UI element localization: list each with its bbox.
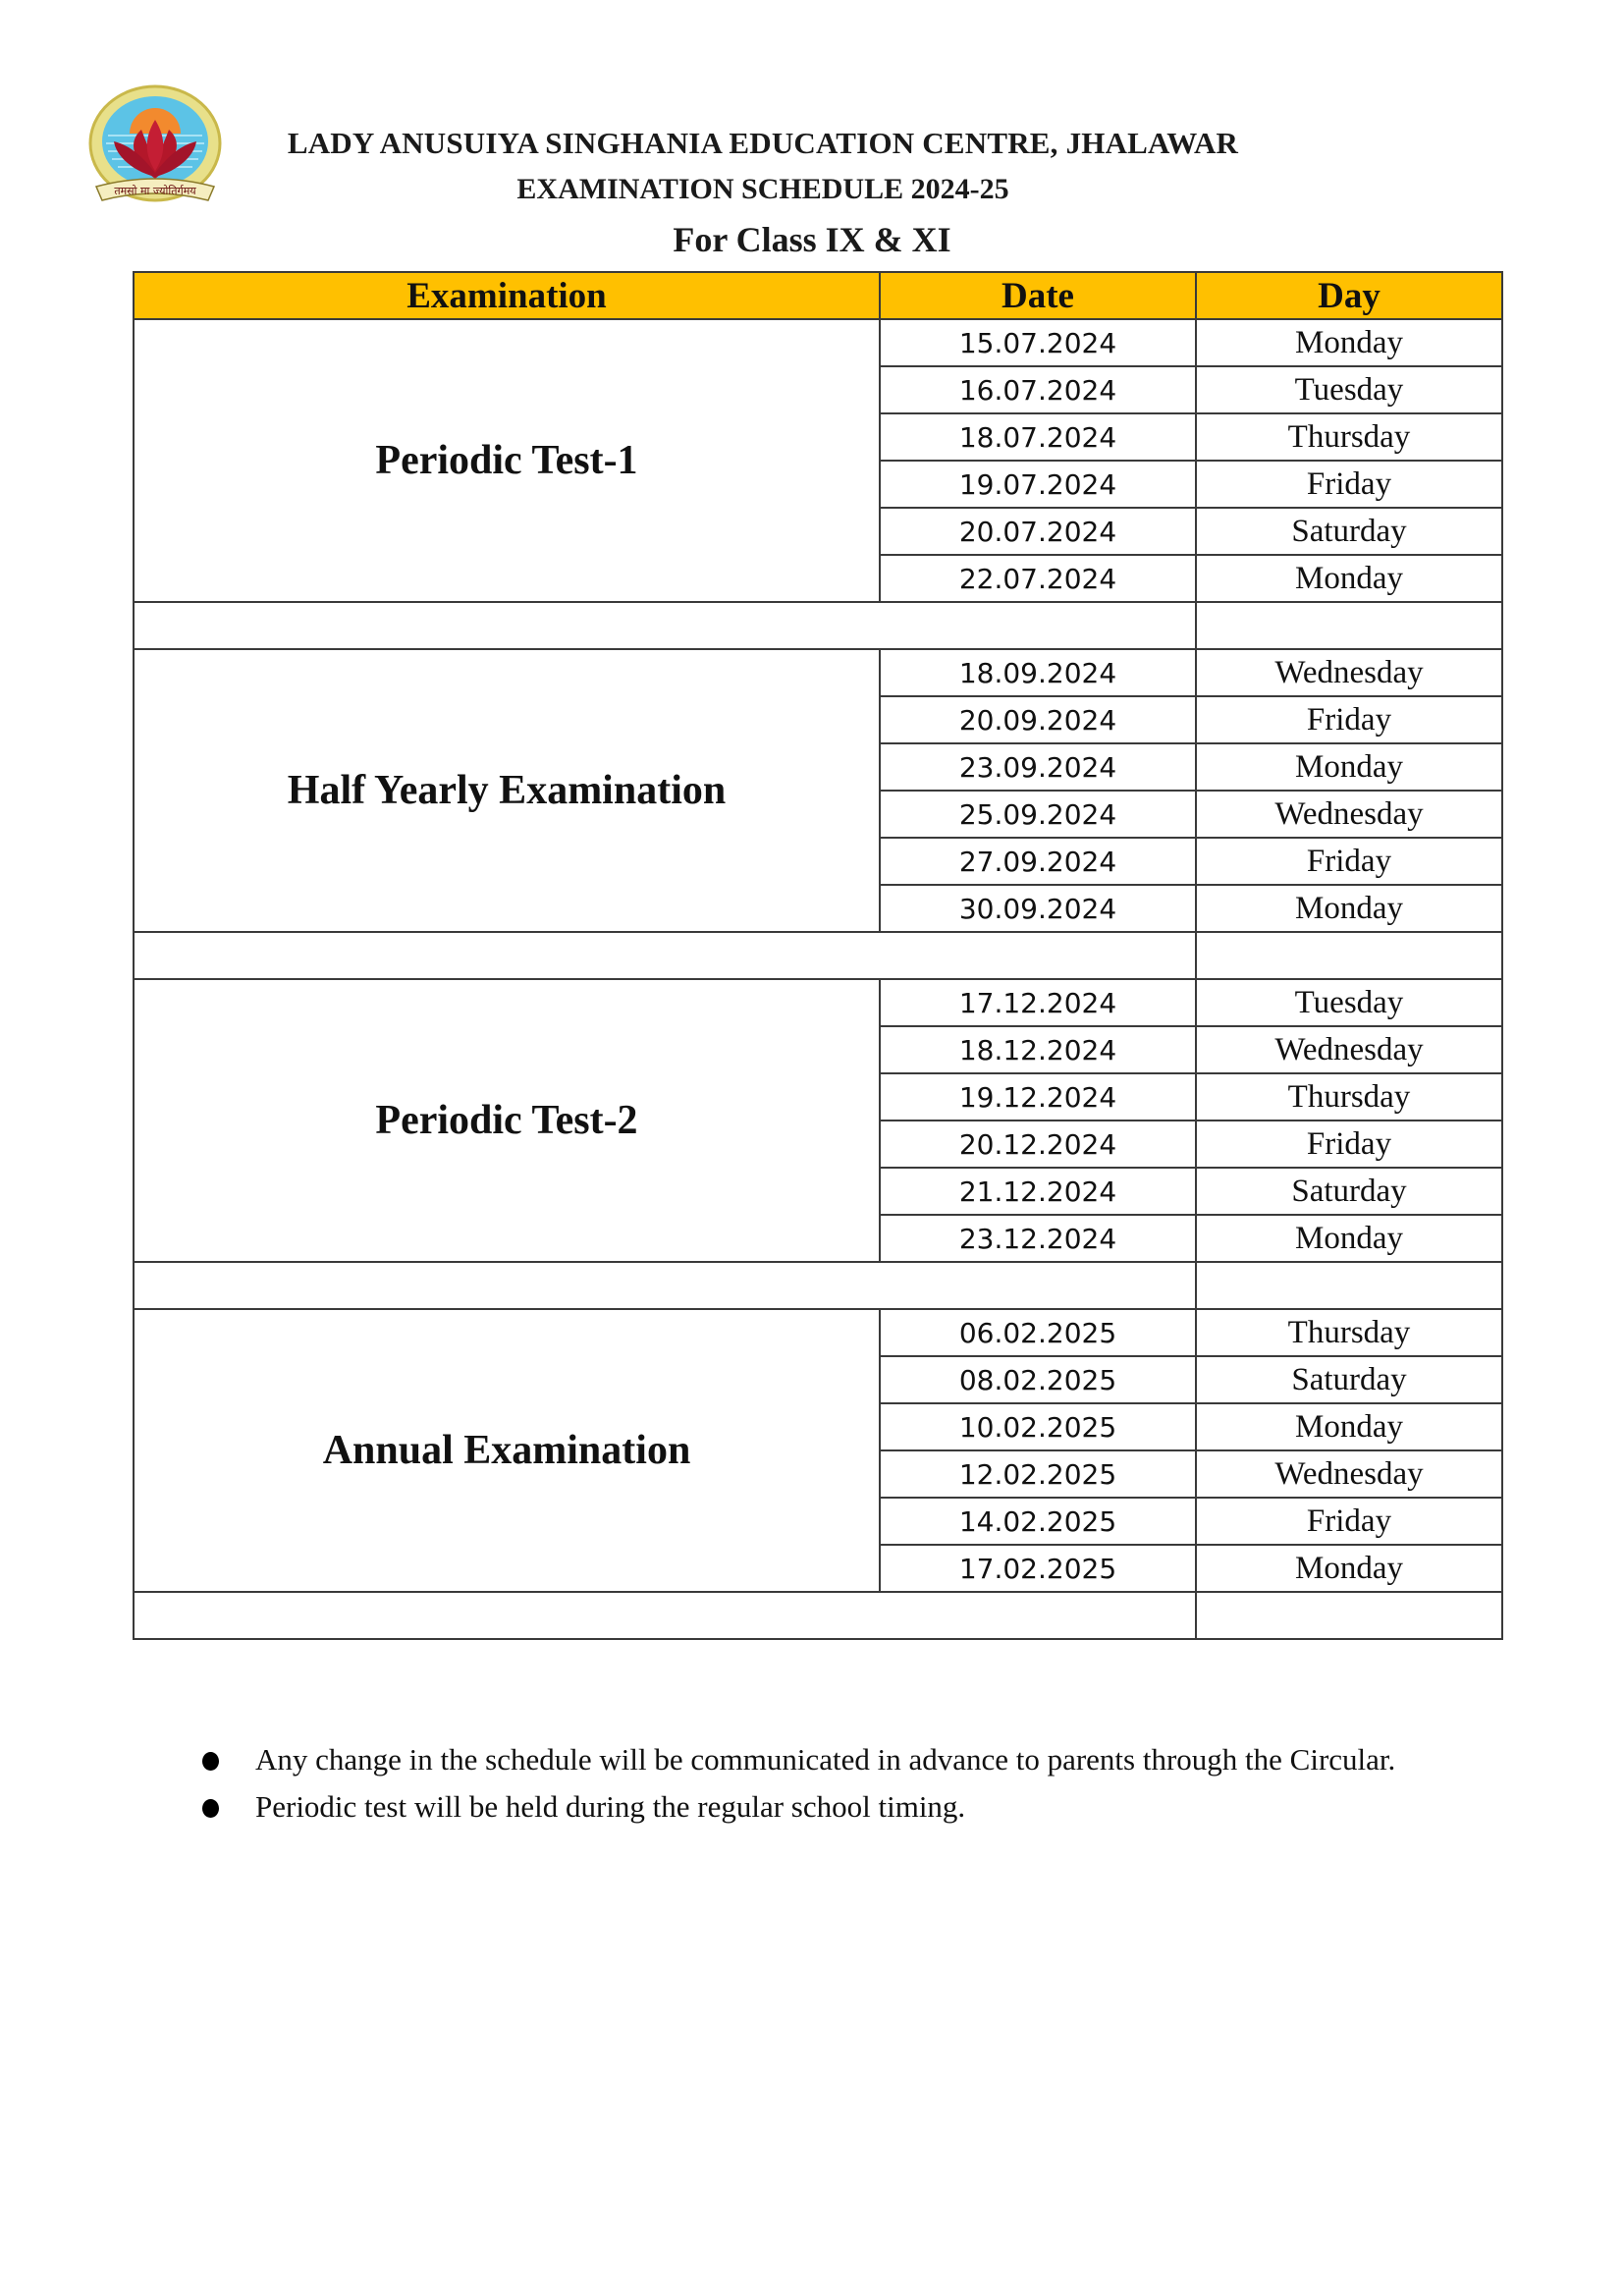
date-cell: 18.09.2024 xyxy=(880,649,1196,696)
school-name: LADY ANUSUIYA SINGHANIA EDUCATION CENTRE, JHALAWAR xyxy=(287,126,1239,160)
exam-schedule-table xyxy=(133,271,1503,1640)
table-row xyxy=(134,979,1502,1026)
date-cell: 19.12.2024 xyxy=(880,1073,1196,1121)
day-cell: Thursday xyxy=(1196,1073,1502,1121)
day-cell: Friday xyxy=(1196,461,1502,508)
date-cell: 18.07.2024 xyxy=(880,413,1196,461)
spacer-row xyxy=(134,932,1502,979)
svg-text:तमसो मा ज्योतिर्गमय: तमसो मा ज्योतिर्गमय xyxy=(114,185,196,197)
date-cell: 20.09.2024 xyxy=(880,696,1196,743)
day-cell: Saturday xyxy=(1196,508,1502,555)
table-header-row xyxy=(134,272,1502,319)
date-cell: 25.09.2024 xyxy=(880,791,1196,838)
date-cell: 06.02.2025 xyxy=(880,1309,1196,1356)
day-cell: Wednesday xyxy=(1196,649,1502,696)
day-cell: Friday xyxy=(1196,1121,1502,1168)
date-cell: 23.09.2024 xyxy=(880,743,1196,791)
note-text: Periodic test will be held during the regular school timing. xyxy=(255,1789,966,1824)
class-subtitle: For Class IX & XI xyxy=(673,220,951,259)
day-cell: Wednesday xyxy=(1196,791,1502,838)
spacer-row xyxy=(134,1592,1502,1639)
date-cell: 19.07.2024 xyxy=(880,461,1196,508)
date-cell: 17.02.2025 xyxy=(880,1545,1196,1592)
empty-cell xyxy=(134,1592,1196,1639)
spacer-row xyxy=(134,602,1502,649)
date-cell: 23.12.2024 xyxy=(880,1215,1196,1262)
date-cell: 21.12.2024 xyxy=(880,1168,1196,1215)
day-cell: Monday xyxy=(1196,1403,1502,1450)
date-cell: 22.07.2024 xyxy=(880,555,1196,602)
day-cell: Saturday xyxy=(1196,1356,1502,1403)
note-text: Any change in the schedule will be communicated in advance to parents through the Circular. xyxy=(255,1742,1396,1777)
empty-cell xyxy=(134,602,1196,649)
date-cell: 10.02.2025 xyxy=(880,1403,1196,1450)
empty-cell xyxy=(1196,932,1502,979)
date-cell: 14.02.2025 xyxy=(880,1498,1196,1545)
column-header-day: Day xyxy=(1196,272,1502,319)
day-cell: Monday xyxy=(1196,885,1502,932)
day-cell: Monday xyxy=(1196,1545,1502,1592)
date-cell: 15.07.2024 xyxy=(880,319,1196,366)
spacer-row xyxy=(134,1262,1502,1309)
day-cell: Saturday xyxy=(1196,1168,1502,1215)
exam-name-cell: Periodic Test-2 xyxy=(134,979,880,1262)
column-header-examination: Examination xyxy=(134,272,880,319)
table-row xyxy=(134,319,1502,366)
exam-name-cell: Half Yearly Examination xyxy=(134,649,880,932)
day-cell: Friday xyxy=(1196,838,1502,885)
table-row xyxy=(134,1309,1502,1356)
date-cell: 20.12.2024 xyxy=(880,1121,1196,1168)
note-item xyxy=(196,1738,1424,1781)
day-cell: Friday xyxy=(1196,696,1502,743)
empty-cell xyxy=(134,1262,1196,1309)
date-cell: 27.09.2024 xyxy=(880,838,1196,885)
notes-list xyxy=(196,1738,1424,1832)
exam-name-cell: Annual Examination xyxy=(134,1309,880,1592)
date-cell: 30.09.2024 xyxy=(880,885,1196,932)
day-cell: Tuesday xyxy=(1196,366,1502,413)
day-cell: Wednesday xyxy=(1196,1026,1502,1073)
empty-cell xyxy=(134,932,1196,979)
note-item xyxy=(196,1785,1424,1829)
schedule-title: EXAMINATION SCHEDULE 2024-25 xyxy=(516,173,1009,205)
date-cell: 18.12.2024 xyxy=(880,1026,1196,1073)
date-cell: 12.02.2025 xyxy=(880,1450,1196,1498)
day-cell: Friday xyxy=(1196,1498,1502,1545)
day-cell: Thursday xyxy=(1196,413,1502,461)
day-cell: Monday xyxy=(1196,1215,1502,1262)
bullet-icon xyxy=(202,1752,219,1771)
date-cell: 17.12.2024 xyxy=(880,979,1196,1026)
bullet-icon xyxy=(202,1799,219,1818)
empty-cell xyxy=(1196,602,1502,649)
date-cell: 08.02.2025 xyxy=(880,1356,1196,1403)
empty-cell xyxy=(1196,1592,1502,1639)
date-cell: 16.07.2024 xyxy=(880,366,1196,413)
day-cell: Monday xyxy=(1196,743,1502,791)
column-header-date: Date xyxy=(880,272,1196,319)
day-cell: Monday xyxy=(1196,555,1502,602)
empty-cell xyxy=(1196,1262,1502,1309)
day-cell: Tuesday xyxy=(1196,979,1502,1026)
day-cell: Thursday xyxy=(1196,1309,1502,1356)
exam-name-cell: Periodic Test-1 xyxy=(134,319,880,602)
table-row xyxy=(134,649,1502,696)
day-cell: Monday xyxy=(1196,319,1502,366)
date-cell: 20.07.2024 xyxy=(880,508,1196,555)
day-cell: Wednesday xyxy=(1196,1450,1502,1498)
